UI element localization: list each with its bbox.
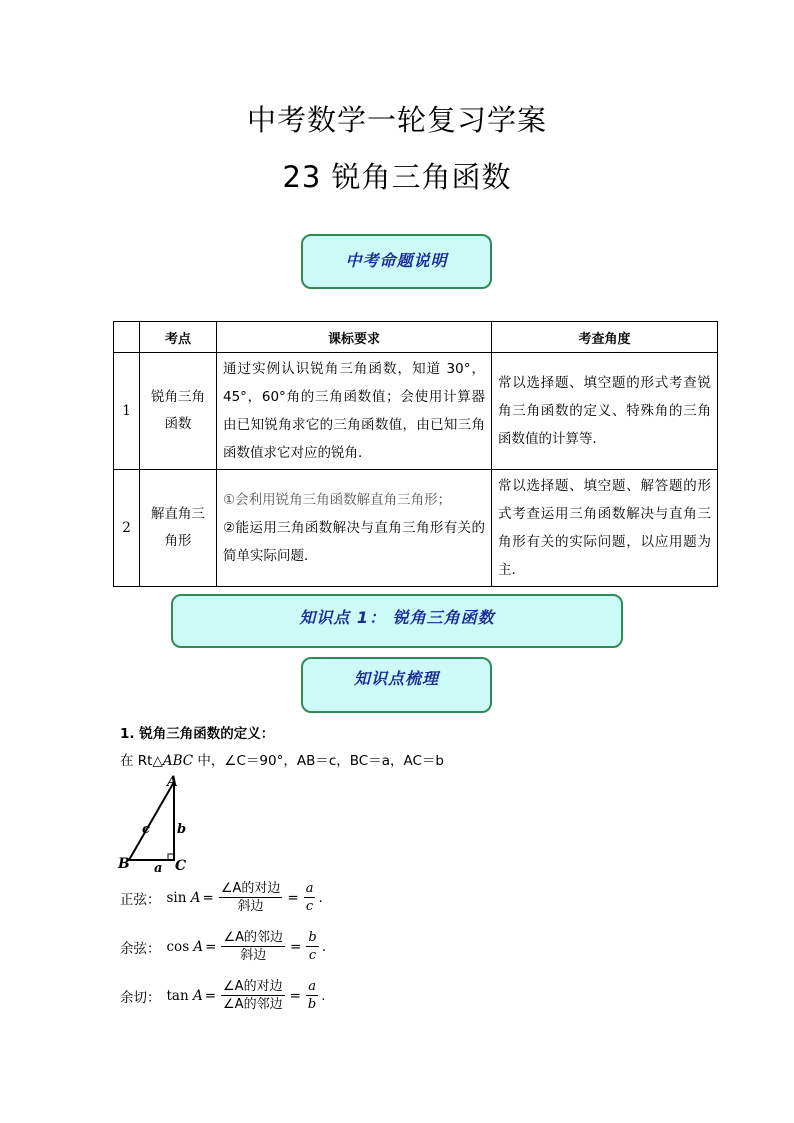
- formula-definition-fraction: [221, 978, 285, 1013]
- formula-ratio-fraction: [304, 880, 316, 915]
- formula-name: 余切：: [120, 989, 161, 1006]
- knowledge-point-label: 知识点 1： 锐角三角函数: [299, 608, 495, 627]
- formula-function: sin A: [166, 889, 201, 906]
- section-heading: 1. 锐角三角函数的定义：: [120, 726, 275, 742]
- formula-name: 正弦：: [120, 891, 161, 908]
- side-c-label: c: [142, 822, 150, 837]
- knowledge-review-banner: [301, 657, 492, 713]
- side-b-label: b: [177, 822, 187, 837]
- row-angle: 常以选择题、填空题的形式考查锐角三角函数的定义、特殊角的三角函数值的计算等．: [492, 353, 718, 470]
- page-title: 中考数学一轮复习学案: [246, 103, 547, 137]
- exam-description-banner: [301, 234, 492, 289]
- row-number: 1: [114, 353, 140, 470]
- fraction-numerator: ∠A的邻边: [223, 930, 284, 945]
- ratio-denominator: b: [307, 997, 317, 1012]
- side-a-label: a: [154, 861, 163, 872]
- ratio-numerator: b: [308, 930, 317, 945]
- requirements-table: [113, 321, 718, 587]
- row-angle: 常以选择题、填空题、解答题的形式考查运用三角函数解决与直角三角形有关的实际问题，以应用题为主．: [492, 470, 718, 587]
- fraction-numerator: ∠A的对边: [223, 979, 283, 994]
- fraction-denominator: 斜边: [237, 899, 264, 914]
- row-requirement: [217, 470, 492, 587]
- formula-name: 余弦：: [120, 940, 161, 957]
- vertex-c-label: C: [175, 858, 187, 872]
- row-requirement: 通过实例认识锐角三角函数，知道 30°，45°，60°角的三角函数值；会使用计算器由已知锐角求它的三角函数值，由已知三角函数值求它对应的锐角．: [217, 353, 492, 470]
- given-triangle-name: ABC: [162, 753, 194, 769]
- page-subtitle: 23 锐角三角函数: [282, 160, 512, 194]
- given-statement: [120, 749, 444, 769]
- row-point: 锐角三角函数: [140, 353, 217, 470]
- row-number: 2: [114, 470, 140, 587]
- header-requirement: 课标要求: [217, 322, 492, 353]
- ratio-numerator: a: [308, 979, 316, 994]
- vertex-b-label: B: [118, 856, 130, 872]
- tangent-formula: 余切： tan A = $\frac{\text{∠A的对边}}{\text{∠A的邻边}}$ = $\frac{a}{b}$ .: [120, 979, 326, 1012]
- formula-definition-fraction: [221, 929, 285, 964]
- knowledge-review-label: 知识点梳理: [353, 669, 439, 688]
- ratio-denominator: c: [308, 948, 317, 963]
- header-index: [114, 322, 140, 353]
- given-conditions: 中，∠C＝90°，AB＝c，BC＝a，AC＝b: [193, 753, 444, 769]
- table-row: [114, 470, 718, 587]
- exam-description-label: 中考命题说明: [345, 251, 448, 270]
- given-prefix: 在 Rt△: [120, 753, 163, 769]
- formula-definition-fraction: [219, 880, 283, 915]
- formula-ratio-fraction: [306, 978, 318, 1013]
- requirement-line-1: ①会利用锐角三角函数解直角三角形；: [223, 492, 452, 508]
- row-point: 解直角三角形: [140, 470, 217, 587]
- ratio-numerator: a: [305, 881, 314, 896]
- formula-function: cos A: [166, 938, 204, 955]
- fraction-denominator: ∠A的邻边: [223, 997, 283, 1012]
- ratio-denominator: c: [305, 899, 314, 914]
- header-point: 考点: [140, 322, 217, 353]
- fraction-numerator: ∠A的对边: [220, 881, 281, 896]
- knowledge-point-banner: [171, 594, 623, 648]
- vertex-a-label: A: [167, 774, 178, 790]
- cosine-formula: 余弦： cos A = $\frac{\text{∠A的邻边}}{\text{斜边}}$ = $\frac{b}{c}$ .: [120, 930, 326, 963]
- requirement-line-2: ②能运用三角函数解决与直角三角形有关的简单实际问题．: [223, 520, 485, 564]
- triangle-outline: [129, 782, 174, 860]
- table-header-row: [114, 322, 718, 353]
- right-triangle-diagram: [112, 772, 202, 872]
- fraction-denominator: 斜边: [240, 948, 267, 963]
- table-row: [114, 353, 718, 470]
- formula-ratio-fraction: [306, 929, 318, 964]
- formula-function: tan A: [166, 987, 203, 1004]
- header-angle: 考查角度: [492, 322, 718, 353]
- sine-formula: 正弦： sin A = $\frac{\text{∠A的对边}}{\text{斜边}}$ = $\frac{a}{c}$ .: [120, 881, 323, 914]
